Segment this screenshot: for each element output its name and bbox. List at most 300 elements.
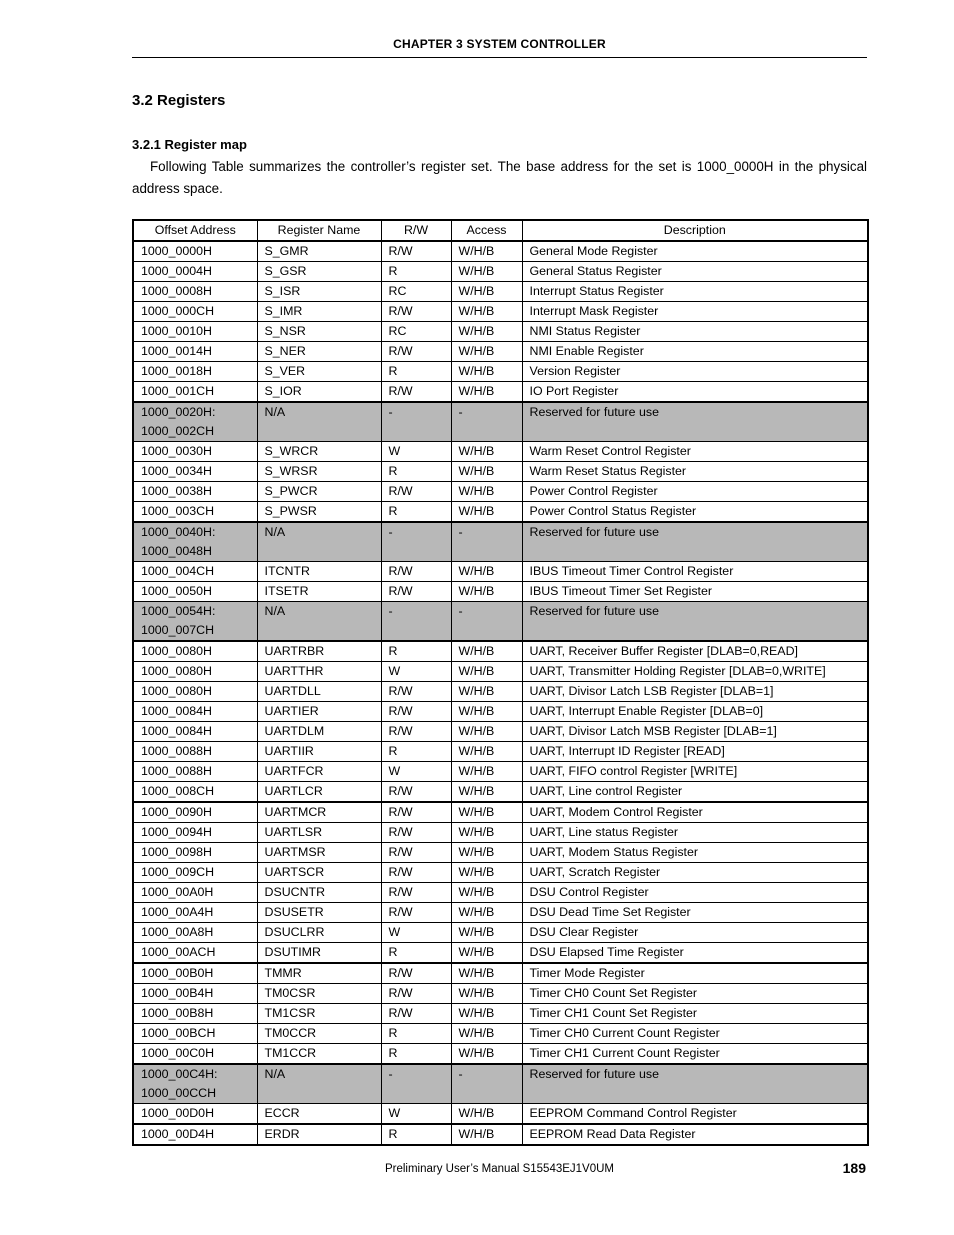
description-cell-text: NMI Status Register (529, 324, 641, 338)
offset-cell-text: 1000_0094H (141, 825, 212, 839)
offset-range-end-text: 1000_002CH (141, 424, 215, 438)
offset-cell (133, 402, 257, 442)
description-cell-text: DSU Clear Register (529, 925, 639, 939)
rw-cell (381, 241, 451, 262)
rw-cell (381, 1044, 451, 1065)
register-name-cell-text: S_PWCR (264, 484, 318, 498)
register-name-cell-text: S_ISR (264, 284, 301, 298)
access-cell-text: W/H/B (458, 644, 495, 658)
description-cell (522, 442, 868, 462)
access-cell (451, 662, 522, 682)
register-name-cell (257, 302, 381, 322)
offset-cell (133, 702, 257, 722)
register-name-cell (257, 562, 381, 582)
register-name-cell-text: UARTFCR (264, 764, 324, 778)
description-cell (522, 742, 868, 762)
access-cell (451, 823, 522, 843)
description-cell (522, 903, 868, 923)
access-cell-text: W/H/B (458, 664, 495, 678)
table-row (133, 1104, 868, 1125)
register-name-cell (257, 1124, 381, 1145)
footer-manual-title: Preliminary User’s Manual S15543EJ1V0UM (384, 1163, 615, 1175)
register-name-cell (257, 1104, 381, 1125)
rw-cell-text: R/W (388, 304, 413, 318)
register-name-cell (257, 1064, 381, 1104)
rw-cell (381, 562, 451, 582)
offset-cell (133, 522, 257, 562)
offset-cell-text: 1000_00BCH (141, 1026, 216, 1040)
offset-cell (133, 1044, 257, 1065)
register-name-cell-text: N/A (264, 525, 286, 539)
rw-cell (381, 1024, 451, 1044)
rw-cell (381, 322, 451, 342)
table-row (133, 582, 868, 602)
register-name-cell-text: S_PWSR (264, 504, 317, 518)
rw-cell-text: R/W (388, 885, 413, 899)
table-row (133, 382, 868, 403)
offset-cell (133, 903, 257, 923)
register-name-cell-text: S_VER (264, 364, 306, 378)
access-cell (451, 382, 522, 403)
description-cell-text: UART, FIFO control Register [WRITE] (529, 764, 738, 778)
description-cell-text: UART, Modem Status Register (529, 845, 698, 859)
rw-cell (381, 362, 451, 382)
register-name-cell-text: TM1CSR (264, 1006, 316, 1020)
register-name-cell-text: UARTMCR (264, 805, 327, 819)
description-cell (522, 963, 868, 984)
offset-cell-text: 1000_009CH (141, 865, 215, 879)
description-cell-text: Interrupt Mask Register (529, 304, 659, 318)
description-cell-text: EEPROM Command Control Register (529, 1106, 737, 1120)
offset-cell-text: 1000_00C0H (141, 1046, 215, 1060)
table-row (133, 641, 868, 662)
register-name-cell (257, 241, 381, 262)
access-cell-text: W/H/B (458, 304, 495, 318)
rw-cell-text: R (388, 744, 398, 758)
offset-cell-text: 1000_0014H (141, 344, 212, 358)
offset-cell (133, 482, 257, 502)
access-cell-text: - (458, 525, 463, 539)
description-cell-text: Reserved for future use (529, 1067, 659, 1081)
table-row (133, 282, 868, 302)
rw-cell (381, 984, 451, 1004)
rw-cell-text: R/W (388, 244, 413, 258)
access-cell (451, 883, 522, 903)
description-cell (522, 1124, 868, 1145)
access-cell (451, 742, 522, 762)
rw-cell-text: R/W (388, 986, 413, 1000)
register-name-cell (257, 442, 381, 462)
register-name-cell-text: UARTDLM (264, 724, 325, 738)
description-cell-text: Power Control Status Register (529, 504, 697, 518)
description-cell-text: Version Register (529, 364, 621, 378)
access-cell (451, 903, 522, 923)
rw-cell (381, 382, 451, 403)
rw-cell (381, 903, 451, 923)
rw-cell-text: R/W (388, 384, 413, 398)
rw-cell-text: R/W (388, 724, 413, 738)
access-cell-text: W/H/B (458, 885, 495, 899)
offset-cell-text: 1000_0080H (141, 684, 212, 698)
rw-cell (381, 502, 451, 523)
register-name-cell-text: ITCNTR (264, 564, 310, 578)
table-row (133, 682, 868, 702)
table-row (133, 742, 868, 762)
description-cell-text: DSU Elapsed Time Register (529, 945, 684, 959)
running-head: CHAPTER 3 SYSTEM CONTROLLER (393, 37, 606, 51)
register-name-cell (257, 262, 381, 282)
description-cell-text: Reserved for future use (529, 604, 659, 618)
table-row (133, 1024, 868, 1044)
offset-range-end-text: 1000_007CH (141, 623, 215, 637)
description-cell (522, 943, 868, 964)
rw-cell (381, 782, 451, 803)
offset-cell (133, 382, 257, 403)
access-cell (451, 442, 522, 462)
offset-cell-text: 1000_00B4H (141, 986, 214, 1000)
access-cell (451, 502, 522, 523)
access-cell (451, 984, 522, 1004)
offset-cell-text: 1000_0088H (141, 764, 212, 778)
rw-cell-text: R/W (388, 564, 413, 578)
description-cell (522, 502, 868, 523)
description-cell-text: Power Control Register (529, 484, 658, 498)
access-cell (451, 562, 522, 582)
offset-cell-text: 1000_0004H (141, 264, 212, 278)
description-cell (522, 482, 868, 502)
access-cell (451, 1004, 522, 1024)
access-cell-text: W/H/B (458, 784, 495, 798)
access-cell-text: W/H/B (458, 684, 495, 698)
rw-cell-text: R/W (388, 584, 413, 598)
access-cell (451, 322, 522, 342)
offset-cell (133, 342, 257, 362)
rw-cell-text: R/W (388, 1006, 413, 1020)
description-cell (522, 762, 868, 782)
table-row-reserved (133, 402, 868, 442)
table-row-reserved (133, 1064, 868, 1104)
description-cell (522, 562, 868, 582)
register-name-cell-text: S_IOR (264, 384, 302, 398)
description-cell (522, 282, 868, 302)
access-cell-text: W/H/B (458, 986, 495, 1000)
rw-cell-text: - (388, 604, 393, 618)
rw-cell (381, 582, 451, 602)
table-row-reserved (133, 522, 868, 562)
column-header-description: Description (522, 220, 868, 241)
offset-cell (133, 282, 257, 302)
offset-cell (133, 322, 257, 342)
register-name-cell (257, 963, 381, 984)
offset-cell (133, 462, 257, 482)
register-name-cell-text: DSUTIMR (264, 945, 321, 959)
access-cell (451, 462, 522, 482)
description-cell-text: Warm Reset Status Register (529, 464, 687, 478)
description-cell (522, 322, 868, 342)
table-row (133, 963, 868, 984)
register-name-cell (257, 462, 381, 482)
description-cell-text: Timer CH1 Current Count Register (529, 1046, 720, 1060)
table-row (133, 502, 868, 523)
rw-cell-text: - (388, 525, 393, 539)
offset-cell-text: 1000_00A4H (141, 905, 214, 919)
offset-cell-text: 1000_0084H (141, 704, 212, 718)
access-cell-text: W/H/B (458, 845, 495, 859)
description-cell (522, 342, 868, 362)
access-cell (451, 282, 522, 302)
access-cell-text: W/H/B (458, 364, 495, 378)
description-cell-text: UART, Receiver Buffer Register [DLAB=0,READ] (529, 644, 798, 658)
description-cell (522, 802, 868, 823)
rw-cell-text: W (388, 764, 401, 778)
rw-cell-text: W (388, 1106, 401, 1120)
rw-cell-text: R (388, 1127, 398, 1141)
rw-cell-text: R (388, 504, 398, 518)
offset-cell-text: 1000_0008H (141, 284, 212, 298)
register-name-cell-text: TM1CCR (264, 1046, 317, 1060)
offset-cell-text: 1000_00C4H: (141, 1067, 218, 1081)
rw-cell (381, 762, 451, 782)
description-cell (522, 662, 868, 682)
table-row (133, 562, 868, 582)
offset-cell (133, 802, 257, 823)
description-cell (522, 702, 868, 722)
rw-cell (381, 602, 451, 642)
offset-cell-text: 1000_008CH (141, 784, 215, 798)
offset-cell (133, 742, 257, 762)
access-cell-text: W/H/B (458, 264, 495, 278)
table-row (133, 782, 868, 803)
access-cell (451, 641, 522, 662)
column-header-rw: R/W (381, 220, 451, 241)
access-cell-text: W/H/B (458, 344, 495, 358)
rw-cell (381, 462, 451, 482)
description-cell (522, 1024, 868, 1044)
rw-cell (381, 1004, 451, 1024)
register-name-cell (257, 682, 381, 702)
table-row (133, 903, 868, 923)
rw-cell (381, 1104, 451, 1125)
access-cell-text: W/H/B (458, 764, 495, 778)
offset-range-end-text: 1000_00CCH (141, 1086, 217, 1100)
access-cell (451, 1064, 522, 1104)
register-name-cell-text: TM0CSR (264, 986, 316, 1000)
offset-cell (133, 863, 257, 883)
description-cell (522, 843, 868, 863)
offset-cell (133, 883, 257, 903)
rw-cell (381, 823, 451, 843)
access-cell (451, 702, 522, 722)
register-name-cell-text: S_GSR (264, 264, 307, 278)
access-cell (451, 402, 522, 442)
rw-cell-text: W (388, 444, 401, 458)
access-cell (451, 722, 522, 742)
rw-cell (381, 482, 451, 502)
register-name-cell-text: ECCR (264, 1106, 300, 1120)
description-cell-text: Warm Reset Control Register (529, 444, 691, 458)
register-name-cell-text: UARTSCR (264, 865, 325, 879)
access-cell-text: - (458, 1067, 463, 1081)
register-name-cell-text: UARTRBR (264, 644, 325, 658)
description-cell (522, 641, 868, 662)
rw-cell (381, 943, 451, 964)
register-name-cell-text: UARTMSR (264, 845, 326, 859)
access-cell (451, 762, 522, 782)
access-cell (451, 522, 522, 562)
register-name-cell-text: UARTTHR (264, 664, 324, 678)
register-name-cell (257, 702, 381, 722)
offset-cell-text: 1000_0034H (141, 464, 212, 478)
offset-cell (133, 1024, 257, 1044)
table-row (133, 843, 868, 863)
offset-cell-text: 1000_00D4H (141, 1127, 215, 1141)
description-cell (522, 722, 868, 742)
access-cell (451, 923, 522, 943)
rw-cell-text: R (388, 945, 398, 959)
access-cell-text: W/H/B (458, 744, 495, 758)
offset-cell (133, 1064, 257, 1104)
rw-cell-text: W (388, 664, 401, 678)
register-name-cell-text: UARTLCR (264, 784, 323, 798)
offset-cell (133, 362, 257, 382)
rw-cell-text: R/W (388, 966, 413, 980)
description-cell-text: NMI Enable Register (529, 344, 644, 358)
register-name-cell (257, 1024, 381, 1044)
rw-cell (381, 722, 451, 742)
offset-cell-text: 1000_001CH (141, 384, 215, 398)
register-name-cell (257, 1004, 381, 1024)
rw-cell (381, 883, 451, 903)
table-row (133, 662, 868, 682)
register-name-cell-text: UARTIIR (264, 744, 314, 758)
register-name-cell (257, 782, 381, 803)
register-name-cell (257, 802, 381, 823)
register-name-cell (257, 382, 381, 403)
column-header-offset: Offset Address (133, 220, 257, 241)
rw-cell (381, 702, 451, 722)
access-cell (451, 1104, 522, 1125)
rw-cell-text: W (388, 925, 401, 939)
rw-cell-text: R (388, 264, 398, 278)
register-name-cell (257, 402, 381, 442)
access-cell-text: W/H/B (458, 384, 495, 398)
register-name-cell-text: S_IMR (264, 304, 303, 318)
description-cell-text: Timer Mode Register (529, 966, 645, 980)
table-row (133, 442, 868, 462)
rw-cell-text: - (388, 405, 393, 419)
offset-cell-text: 1000_00A0H (141, 885, 214, 899)
rw-cell-text: - (388, 1067, 393, 1081)
description-cell-text: General Mode Register (529, 244, 658, 258)
description-cell-text: IO Port Register (529, 384, 619, 398)
register-name-cell (257, 322, 381, 342)
register-name-cell-text: S_WRSR (264, 464, 318, 478)
description-cell-text: Timer CH0 Current Count Register (529, 1026, 720, 1040)
rw-cell-text: R/W (388, 784, 413, 798)
offset-cell-text: 1000_00ACH (141, 945, 216, 959)
table-row (133, 863, 868, 883)
access-cell (451, 943, 522, 964)
access-cell-text: W/H/B (458, 584, 495, 598)
rw-cell-text: R (388, 1026, 398, 1040)
table-row (133, 702, 868, 722)
access-cell-text: W/H/B (458, 244, 495, 258)
access-cell-text: W/H/B (458, 484, 495, 498)
offset-cell-text: 1000_00B8H (141, 1006, 214, 1020)
access-cell (451, 802, 522, 823)
offset-cell (133, 984, 257, 1004)
offset-cell (133, 1124, 257, 1145)
offset-cell (133, 923, 257, 943)
rw-cell (381, 843, 451, 863)
description-cell-text: UART, Modem Control Register (529, 805, 703, 819)
rw-cell-text: R/W (388, 704, 413, 718)
offset-cell-text: 1000_0090H (141, 805, 212, 819)
register-name-cell (257, 582, 381, 602)
register-map-table (132, 219, 869, 1146)
description-cell (522, 863, 868, 883)
access-cell-text: W/H/B (458, 925, 495, 939)
description-cell (522, 302, 868, 322)
rw-cell-text: R/W (388, 344, 413, 358)
table-row (133, 1044, 868, 1065)
table-row (133, 482, 868, 502)
description-cell-text: UART, Divisor Latch LSB Register [DLAB=1] (529, 684, 774, 698)
table-row (133, 322, 868, 342)
offset-cell-text: 1000_0050H (141, 584, 212, 598)
access-cell-text: - (458, 405, 463, 419)
register-name-cell-text: ITSETR (264, 584, 309, 598)
access-cell (451, 482, 522, 502)
offset-cell (133, 1004, 257, 1024)
rw-cell (381, 1064, 451, 1104)
table-body (133, 241, 868, 1145)
page-number: 189 (842, 1160, 866, 1176)
access-cell (451, 602, 522, 642)
header-rule (132, 57, 867, 58)
access-cell (451, 863, 522, 883)
description-cell (522, 923, 868, 943)
register-name-cell (257, 362, 381, 382)
register-name-cell (257, 1044, 381, 1065)
table-row (133, 462, 868, 482)
register-name-cell (257, 641, 381, 662)
rw-cell-text: R/W (388, 905, 413, 919)
offset-cell (133, 943, 257, 964)
description-cell (522, 1044, 868, 1065)
table-row (133, 923, 868, 943)
register-name-cell (257, 984, 381, 1004)
description-cell (522, 984, 868, 1004)
register-name-cell-text: S_NSR (264, 324, 306, 338)
description-cell (522, 402, 868, 442)
rw-cell-text: R/W (388, 845, 413, 859)
rw-cell (381, 742, 451, 762)
register-name-cell (257, 722, 381, 742)
access-cell-text: W/H/B (458, 444, 495, 458)
description-cell-text: IBUS Timeout Timer Set Register (529, 584, 712, 598)
access-cell-text: W/H/B (458, 966, 495, 980)
register-name-cell-text: ERDR (264, 1127, 300, 1141)
register-name-cell-text: S_WRCR (264, 444, 319, 458)
description-cell-text: EEPROM Read Data Register (529, 1127, 696, 1141)
register-name-cell (257, 843, 381, 863)
table-header-row (133, 220, 868, 241)
register-name-cell (257, 282, 381, 302)
access-cell (451, 1044, 522, 1065)
access-cell-text: W/H/B (458, 1046, 495, 1060)
rw-cell-text: R/W (388, 484, 413, 498)
